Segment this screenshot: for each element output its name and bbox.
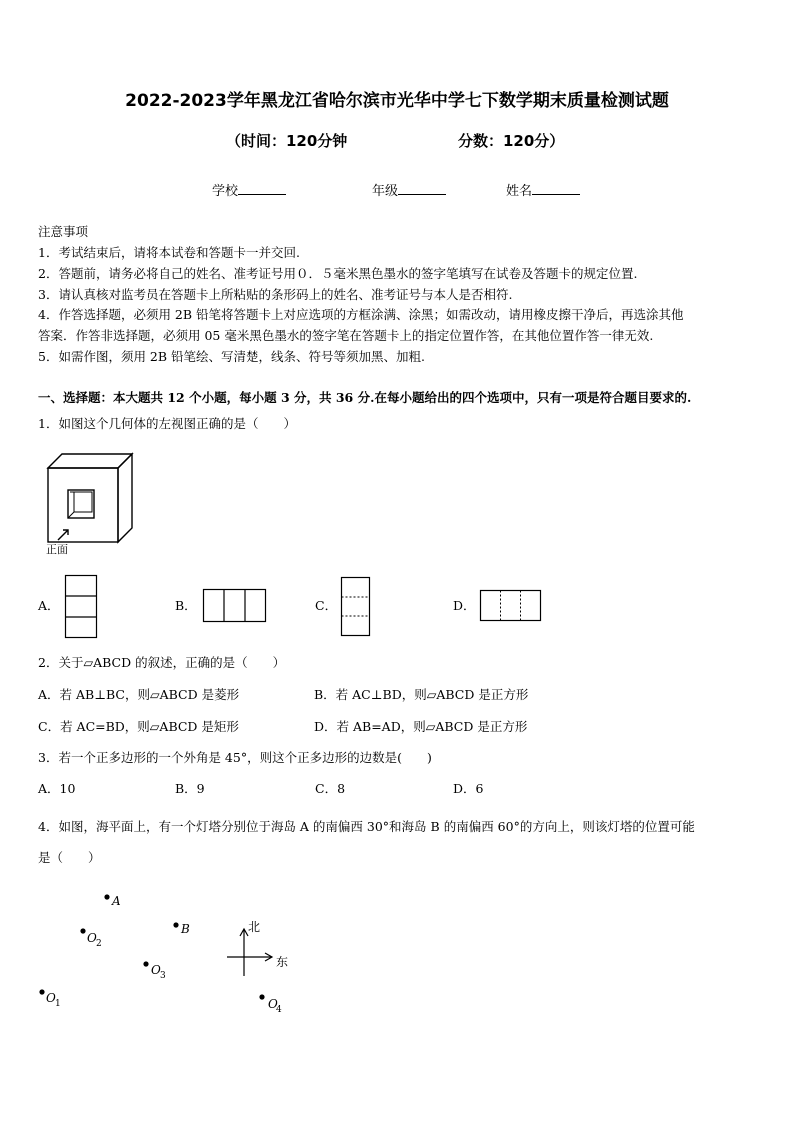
time-limit: （时间：120分钟 xyxy=(226,132,348,150)
q3-option-c[interactable]: C．8 xyxy=(315,781,346,796)
point-o1 xyxy=(39,989,44,994)
q1-option-b[interactable]: B． xyxy=(175,598,197,613)
svg-text:O: O xyxy=(46,991,56,1005)
q2-option-b[interactable]: B．若 AC⊥BD，则▱ABCD 是正方形 xyxy=(314,687,529,702)
svg-text:B: B xyxy=(181,922,190,936)
school-field[interactable]: 学校 xyxy=(212,180,286,199)
point-b xyxy=(173,922,178,927)
option-b-figure xyxy=(203,589,267,623)
q2-option-d[interactable]: D．若 AB=AD，则▱ABCD 是正方形 xyxy=(314,719,528,734)
svg-text:O: O xyxy=(87,931,97,945)
cube-figure xyxy=(40,450,150,556)
total-score: 分数：120分） xyxy=(458,132,565,150)
question-4-stem: 4．如图，海平面上，有一个灯塔分别位于海岛 A 的南偏西 30°和海岛 B 的南偏西 60°的方向上，则该灯塔的位置可能 xyxy=(38,819,695,834)
compass-icon xyxy=(227,920,288,976)
point-o4 xyxy=(259,994,264,999)
q3-option-a[interactable]: A．10 xyxy=(38,781,76,796)
svg-text:A: A xyxy=(112,894,121,908)
notice-item: 5．如需作图，须用 2B 铅笔绘、写清楚，线条、符号等须加黑、加粗. xyxy=(38,349,426,364)
lighthouse-diagram xyxy=(0,880,320,1030)
q3-option-d[interactable]: D．6 xyxy=(453,781,484,796)
svg-text:东: 东 xyxy=(276,955,289,969)
svg-text:1: 1 xyxy=(55,999,61,1009)
question-4-stem-cont: 是（ ） xyxy=(38,850,101,865)
q2-option-a[interactable]: A．若 AB⊥BC，则▱ABCD 是菱形 xyxy=(38,687,240,702)
question-1-stem: 1．如图这个几何体的左视图正确的是（ ） xyxy=(38,416,296,431)
section-heading: 一、选择题：本大题共 12 个小题，每小题 3 分，共 36 分.在每小题给出的四个选项中，只有一项是符合题目要求的. xyxy=(38,390,692,405)
option-d-figure xyxy=(480,590,542,622)
q1-option-c[interactable]: C． xyxy=(315,598,338,613)
notice-heading: 注意事项 xyxy=(38,224,89,239)
svg-text:2: 2 xyxy=(96,939,102,949)
svg-text:北: 北 xyxy=(248,920,261,934)
question-2-stem: 2．关于▱ABCD 的叙述，正确的是（ ） xyxy=(38,655,286,670)
point-o3 xyxy=(143,961,148,966)
grade-field[interactable]: 年级 xyxy=(372,180,446,199)
svg-text:3: 3 xyxy=(160,971,166,981)
point-a xyxy=(104,894,109,899)
q3-option-b[interactable]: B．9 xyxy=(175,781,205,796)
svg-text:O: O xyxy=(268,997,278,1011)
option-c-figure xyxy=(341,577,371,637)
notice-item: 答案．作答非选择题，必须用 05 毫米黑色墨水的签字笔在答题卡上的指定位置作答，在其他位置作答一律无效. xyxy=(38,328,654,343)
svg-text:O: O xyxy=(151,963,161,977)
point-o2 xyxy=(80,928,85,933)
q1-option-a[interactable]: A． xyxy=(38,598,60,613)
svg-text:4: 4 xyxy=(276,1005,282,1015)
notice-item: 2．答题前，请务必将自己的姓名、准考证号用０．５毫米黑色墨水的签字笔填写在试卷及答题卡的规定位置. xyxy=(38,266,638,281)
question-3-stem: 3．若一个正多边形的一个外角是 45°，则这个正多边形的边数是( ) xyxy=(38,750,432,765)
name-field[interactable]: 姓名 xyxy=(506,180,580,199)
notice-item: 3．请认真核对监考员在答题卡上所粘贴的条形码上的姓名、准考证号与本人是否相符. xyxy=(38,287,513,302)
front-label: 正面 xyxy=(46,543,68,556)
q1-option-d[interactable]: D． xyxy=(453,598,476,613)
notice-item: 4．作答选择题，必须用 2B 铅笔将答题卡上对应选项的方框涂满、涂黑；如需改动，请用橡皮擦干净后，再选涂其他 xyxy=(38,307,684,322)
notice-item: 1．考试结束后，请将本试卷和答题卡一并交回. xyxy=(38,245,300,260)
option-a-figure xyxy=(65,575,97,639)
exam-title: 2022-2023学年黑龙江省哈尔滨市光华中学七下数学期末质量检测试题 xyxy=(125,91,669,111)
q2-option-c[interactable]: C．若 AC=BD，则▱ABCD 是矩形 xyxy=(38,719,239,734)
